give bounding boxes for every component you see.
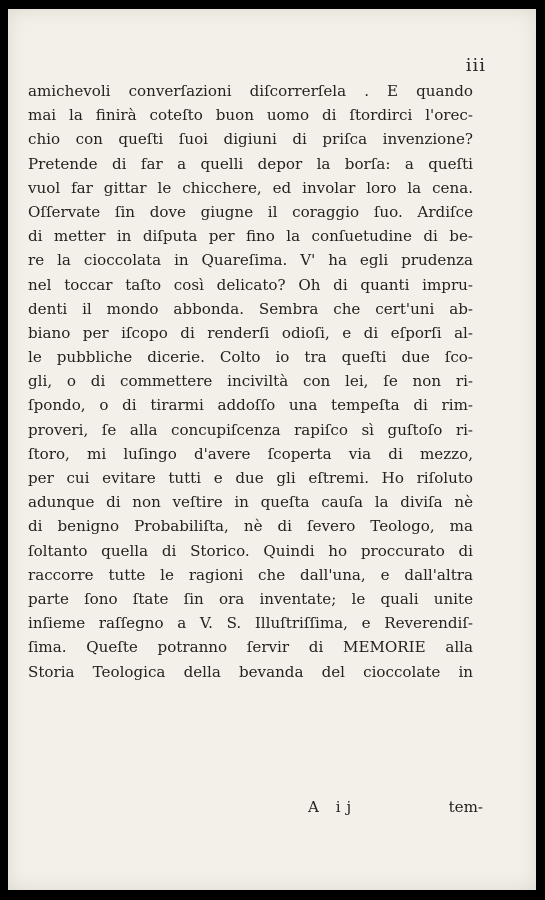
text-line: re la cioccolata in Quareſima. V' ha egli prudenza <box>28 251 473 270</box>
text-line: ſoltanto quella di Storico. Quindi ho proccurato di <box>28 541 473 560</box>
text-line: adunque di non veſtire in queſta cauſa la diviſa nè <box>28 493 473 512</box>
text-line: Oſſervate ſin dove giugne il coraggio ſuo. Ardiſce <box>28 202 473 221</box>
text-line: parte ſono ſtate ſin ora inventate; le quali unite <box>28 589 473 608</box>
signature-mark: A ij <box>308 798 358 816</box>
text-line: chio con queſti ſuoi digiuni di priſca invenzione? <box>28 130 473 149</box>
text-line: raccorre tutte le ragioni che dall'una, e dall'altra <box>28 565 473 584</box>
text-line: nel toccar taſto così delicato? Oh di quanti impru- <box>28 275 473 294</box>
text-line: di metter in diſputa per fino la conſuetudine di be- <box>28 227 473 246</box>
text-line: inſieme raſſegno a V. S. Illuſtriſſima, e Reverendiſ- <box>28 614 473 633</box>
text-line: gli, o di commettere inciviltà con lei, ſe non ri- <box>28 372 473 391</box>
text-line: biano per iſcopo di renderſi odioſi, e di eſporſi al- <box>28 323 473 342</box>
page-number: iii <box>465 55 486 76</box>
text-line: ſtoro, mi luſingo d'avere ſcoperta via di mezzo, <box>28 444 473 463</box>
text-line: denti il mondo abbonda. Sembra che cert'uni ab- <box>28 299 473 318</box>
page-footer <box>28 798 483 822</box>
book-page <box>8 9 536 890</box>
text-line: per cui evitare tutti e due gli eſtremi. Ho riſoluto <box>28 469 473 487</box>
text-line: amichevoli converſazioni diſcorrerſela . E quando <box>28 82 473 100</box>
text-line: di benigno Probabiliſta, nè di ſevero Teologo, ma <box>28 517 473 536</box>
text-line: Pretende di far a quelli depor la borſa: a queſti <box>28 154 473 173</box>
text-line: Storia Teologica della bevanda del cioccolate in <box>28 662 473 681</box>
text-line: ſpondo, o di tirarmi addoſſo una tempeſta di rim- <box>28 396 473 415</box>
body-text <box>28 79 473 684</box>
text-line: ſima. Queſte potranno ſervir di MEMORIE alla <box>28 638 473 657</box>
text-line: le pubbliche dicerie. Colto io tra queſti due ſco- <box>28 348 473 367</box>
catchword: tem- <box>448 798 483 816</box>
text-line: mai la finirà coteſto buon uomo di ſtordirci l'orec- <box>28 106 473 125</box>
text-line: proveri, ſe alla concupiſcenza rapiſco sì guſtoſo ri- <box>28 420 473 439</box>
text-line: vuol far gittar le chicchere, ed involar loro la cena. <box>28 178 473 197</box>
